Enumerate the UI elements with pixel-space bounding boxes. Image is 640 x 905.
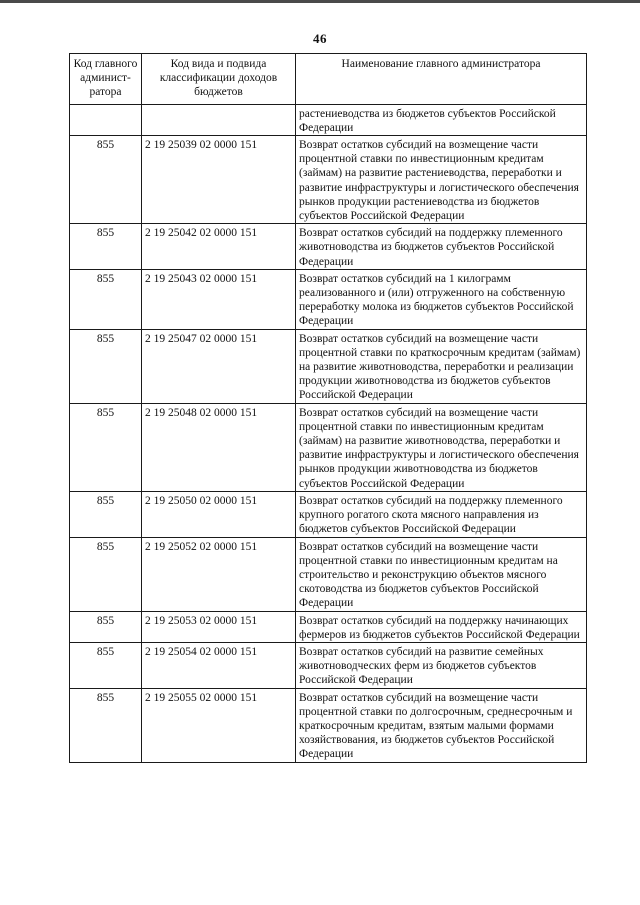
table-row (70, 329, 587, 403)
cell-income-code: 2 19 25053 02 0000 151 (142, 611, 296, 642)
cell-admin-code: 855 (70, 136, 142, 224)
header-admin-code: Код главного админист-ратора (70, 54, 142, 105)
cell-admin-code: 855 (70, 611, 142, 642)
table-row (70, 269, 587, 329)
cell-admin-name: Возврат остатков субсидий на возмещение части процентной ставки по инвестиционным кредитам на строительство и реконструкцию объектов мясного скотоводства из бюджетов субъектов Российской Федерации (296, 537, 587, 611)
cell-income-code: 2 19 25048 02 0000 151 (142, 403, 296, 491)
cell-admin-name: Возврат остатков субсидий на поддержку племенного крупного рогатого скота мясного направления из бюджетов субъектов Российской Федерации (296, 491, 587, 537)
cell-admin-name: Возврат остатков субсидий на поддержку начинающих фермеров из бюджетов субъектов Российской Федерации (296, 611, 587, 642)
table-row (70, 104, 587, 135)
cell-income-code: 2 19 25039 02 0000 151 (142, 136, 296, 224)
table-row (70, 537, 587, 611)
income-codes-table (69, 53, 587, 763)
cell-income-code: 2 19 25055 02 0000 151 (142, 688, 296, 762)
header-income-code: Код вида и подвида классификации доходов бюджетов (142, 54, 296, 105)
table-row (70, 642, 587, 688)
cell-admin-code: 855 (70, 269, 142, 329)
table-row (70, 136, 587, 224)
cell-income-code: 2 19 25043 02 0000 151 (142, 269, 296, 329)
table-row (70, 403, 587, 491)
table-body (70, 104, 587, 762)
table-row (70, 611, 587, 642)
cell-admin-name: Возврат остатков субсидий на развитие семейных животноводческих ферм из бюджетов субъектов Российской Федерации (296, 642, 587, 688)
cell-admin-name: Возврат остатков субсидий на возмещение части процентной ставки по инвестиционным кредитам (займам) на развитие животноводства, переработки и развитие инфраструктуры и логистического обеспечения рынков продукции животноводства из бюджетов субъектов Российской Федерации (296, 403, 587, 491)
cell-admin-code: 855 (70, 642, 142, 688)
cell-admin-name: растениеводства из бюджетов субъектов Российской Федерации (296, 104, 587, 135)
cell-admin-code: 855 (70, 329, 142, 403)
top-border-rule (0, 0, 640, 3)
cell-admin-code: 855 (70, 403, 142, 491)
table-row (70, 491, 587, 537)
cell-admin-code: 855 (70, 224, 142, 270)
table-header (70, 54, 587, 105)
page-number: 46 (313, 31, 327, 46)
cell-admin-name: Возврат остатков субсидий на возмещение части процентной ставки по долгосрочным, среднесрочным и краткосрочным кредитам, взятым малыми формами хозяйствования, из бюджетов субъектов Российской Федерации (296, 688, 587, 762)
cell-income-code (142, 104, 296, 135)
cell-admin-name: Возврат остатков субсидий на 1 килограмм реализованного и (или) отгруженного на собственную переработку молока из бюджетов субъектов Российской Федерации (296, 269, 587, 329)
cell-income-code: 2 19 25047 02 0000 151 (142, 329, 296, 403)
table-row (70, 224, 587, 270)
cell-admin-code: 855 (70, 688, 142, 762)
table-header-row (70, 54, 587, 105)
cell-income-code: 2 19 25052 02 0000 151 (142, 537, 296, 611)
cell-admin-name: Возврат остатков субсидий на поддержку племенного животноводства из бюджетов субъектов Российской Федерации (296, 224, 587, 270)
cell-admin-code: 855 (70, 491, 142, 537)
cell-admin-name: Возврат остатков субсидий на возмещение части процентной ставки по инвестиционным кредитам (займам) на развитие растениеводства, переработки и развитие инфраструктуры и логистического обеспечения рынков продукции растениеводства из бюджетов субъектов Российской Федерации (296, 136, 587, 224)
cell-admin-code: 855 (70, 537, 142, 611)
table-row (70, 688, 587, 762)
cell-admin-name: Возврат остатков субсидий на возмещение части процентной ставки по краткосрочным кредитам (займам) на развитие животноводства, переработки и реализации продукции животноводства из бюджетов субъектов Российской Федерации (296, 329, 587, 403)
header-admin-name: Наименование главного администратора (296, 54, 587, 105)
cell-income-code: 2 19 25050 02 0000 151 (142, 491, 296, 537)
cell-income-code: 2 19 25042 02 0000 151 (142, 224, 296, 270)
cell-income-code: 2 19 25054 02 0000 151 (142, 642, 296, 688)
cell-admin-code (70, 104, 142, 135)
